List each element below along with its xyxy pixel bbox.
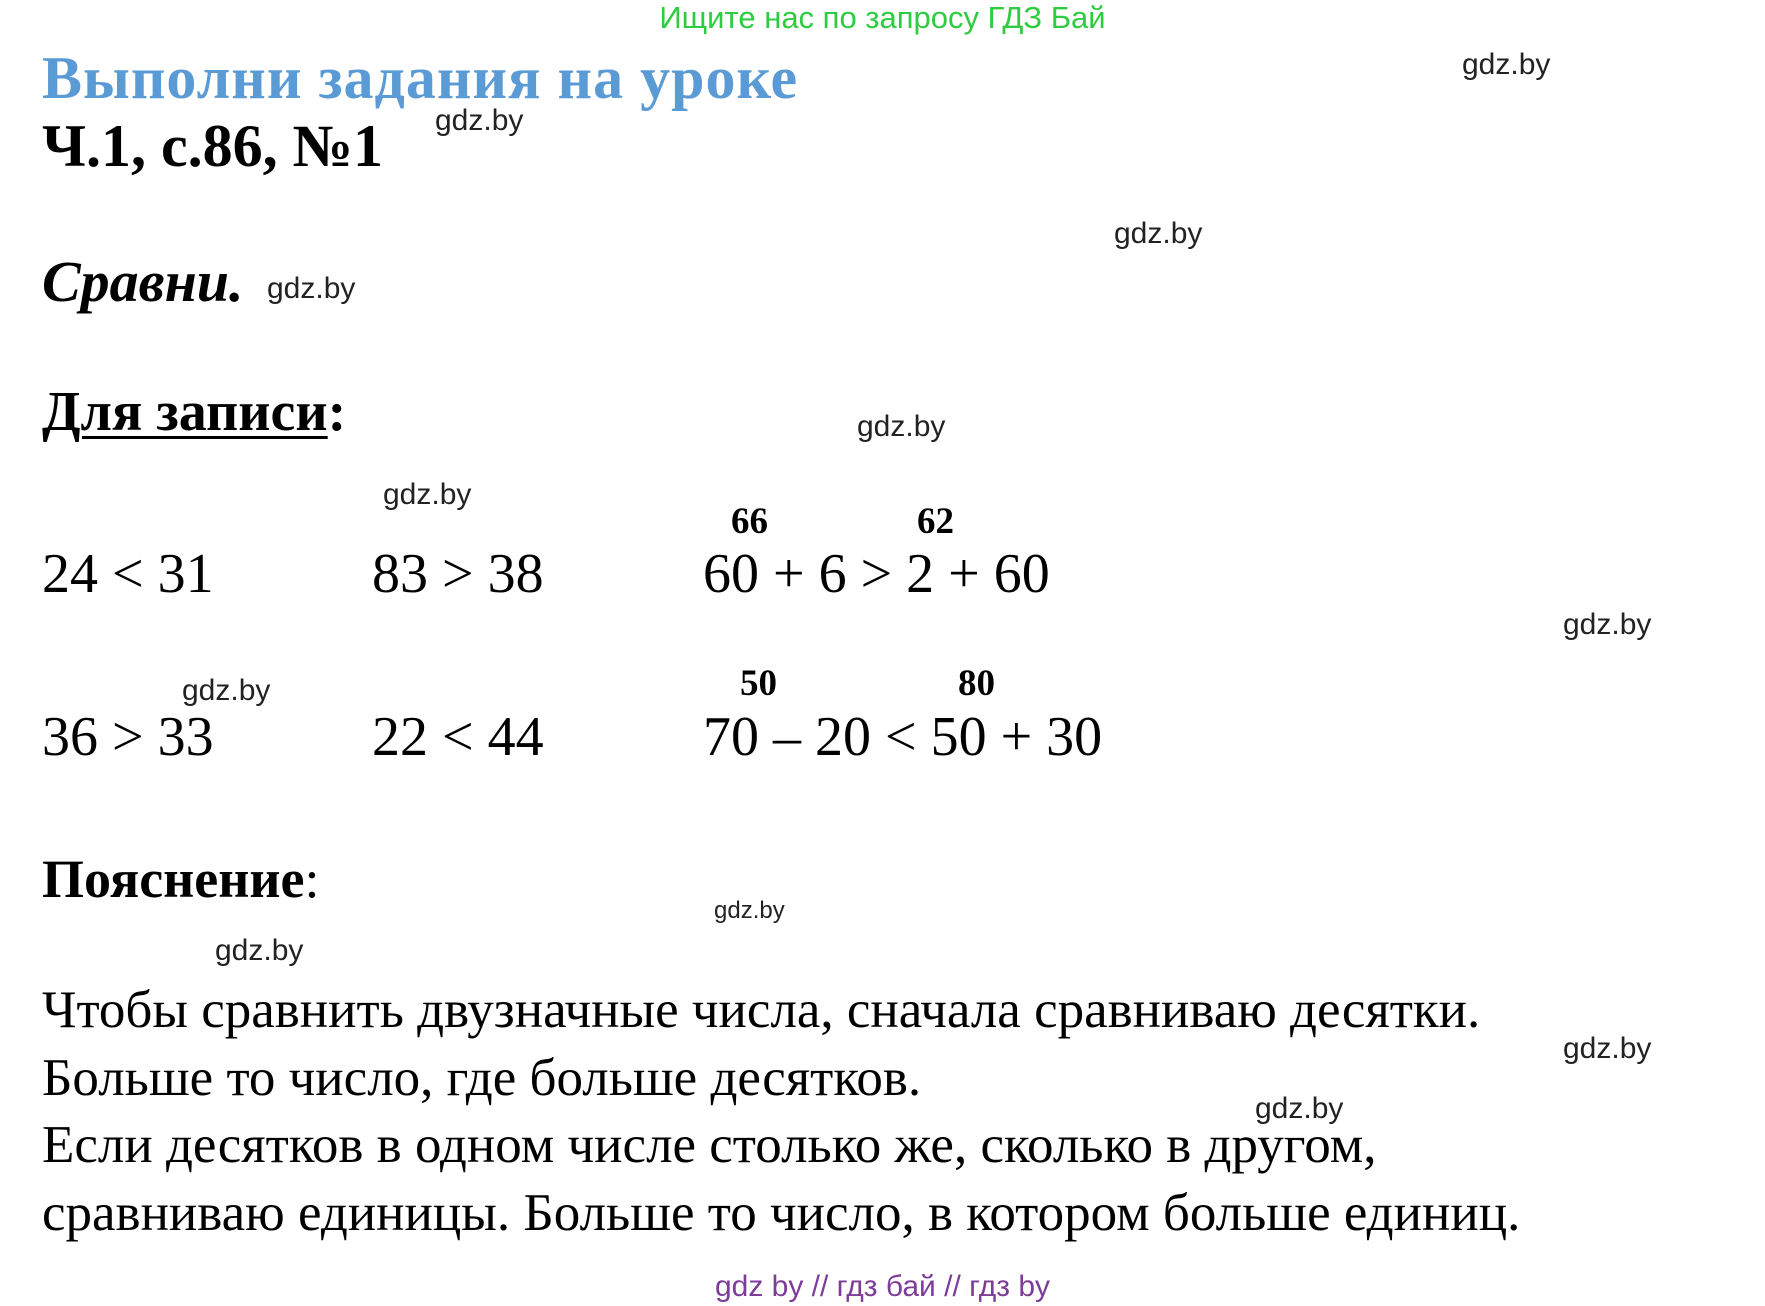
- record-heading-colon: :: [327, 381, 347, 443]
- comparison: 22 < 44: [372, 706, 544, 768]
- record-heading: [42, 380, 346, 444]
- watermark: gdz.by: [267, 272, 356, 305]
- explanation-heading-colon: :: [304, 849, 320, 909]
- comparison: 36 > 33: [42, 706, 214, 768]
- watermark: gdz.by: [1563, 608, 1652, 641]
- watermark: gdz.by: [1255, 1092, 1344, 1125]
- search-banner: Ищите нас по запросу ГДЗ Бай: [659, 0, 1106, 35]
- hint-value: 80: [958, 663, 995, 704]
- explanation-heading-label: Пояснение: [42, 849, 305, 909]
- watermark: gdz.by: [383, 478, 472, 511]
- explanation-line: Если десятков в одном числе столько же, сколько в другом,: [42, 1116, 1377, 1174]
- comparison: 24 < 31: [42, 543, 214, 605]
- watermark: gdz.by: [182, 674, 271, 707]
- lesson-title: Выполни задания на уроке: [42, 45, 799, 111]
- hint-value: 66: [731, 501, 768, 542]
- explanation-line: Чтобы сравнить двузначные числа, сначала сравниваю десятки.: [42, 981, 1481, 1039]
- exercise-reference: Ч.1, с.86, №1: [42, 113, 383, 179]
- explanation-line: Больше то число, где больше десятков.: [42, 1049, 922, 1107]
- record-heading-label: Для записи: [42, 381, 328, 443]
- task-instruction: Сравни.: [42, 249, 244, 314]
- footer-links: gdz by // гдз бай // гдз by: [714, 1270, 1051, 1303]
- comparison: 60 + 6 > 2 + 60: [703, 543, 1050, 605]
- watermark: gdz.by: [857, 410, 946, 443]
- hint-value: 50: [740, 663, 777, 704]
- comparison: 83 > 38: [372, 543, 544, 605]
- watermark: gdz.by: [435, 104, 524, 137]
- watermark: gdz.by: [1563, 1032, 1652, 1065]
- hint-value: 62: [917, 501, 954, 542]
- watermark: gdz.by: [714, 897, 785, 924]
- watermark: gdz.by: [215, 934, 304, 967]
- explanation-line: сравниваю единицы. Больше то число, в котором больше единиц.: [42, 1184, 1521, 1242]
- watermark: gdz.by: [1114, 217, 1203, 250]
- watermark: gdz.by: [1462, 48, 1551, 81]
- comparison: 70 – 20 < 50 + 30: [703, 706, 1103, 768]
- explanation-heading: [42, 848, 319, 910]
